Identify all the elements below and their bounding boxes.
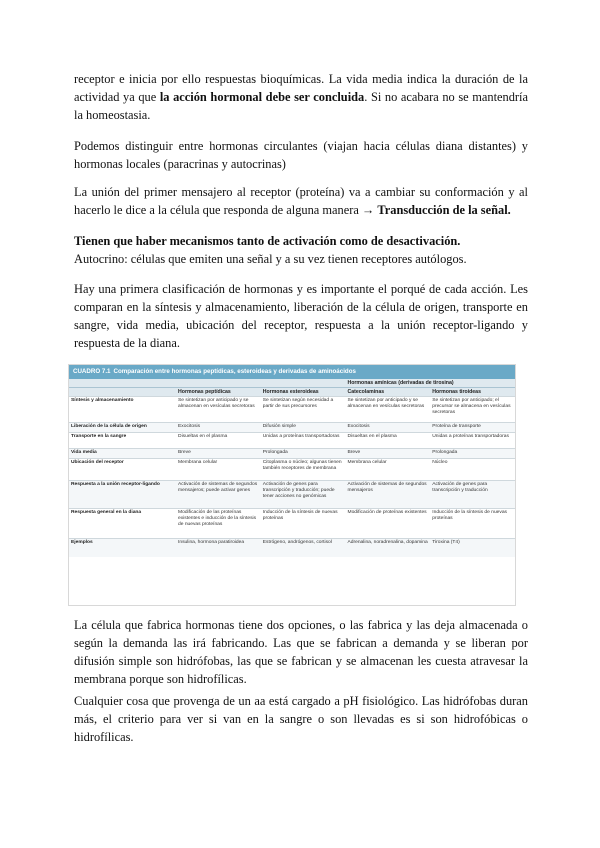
- table-row-label: Ubicación del receptor: [69, 459, 176, 481]
- bold-phrase: la acción hormonal debe ser concluida: [159, 90, 365, 104]
- table-row-label: Síntesis y almacenamiento: [69, 397, 176, 423]
- table-cell: Prolongada: [430, 449, 515, 459]
- table-cell: Citoplasma o núcleo; algunas tienen también receptores de membrana: [261, 459, 346, 481]
- table-row: [69, 539, 515, 557]
- table-cell: Tiroxina (T4): [430, 539, 515, 557]
- paragraph-hormonas-circulantes: Podemos distinguir entre hormonas circulantes (viajan hacia células diana distantes) y hormonas locales (paracrinas y autocrinas): [74, 139, 528, 171]
- table-row: [69, 433, 515, 449]
- table-header: Hormonas tiroideas: [430, 388, 515, 397]
- table-cell: Exocitosis: [176, 423, 261, 433]
- group-header: Hormonas amínicas (derivadas de tirosina): [346, 379, 516, 388]
- paragraph-union-receptor: [74, 183, 528, 219]
- table-cell: Estrógeno, andrógenos, cortisol: [261, 539, 346, 557]
- table-cell: Se sintetizan según necesidad a partir de sus precursores: [261, 397, 346, 423]
- table-row: [69, 459, 515, 481]
- table-cell: Activación de sistemas de segundos mensajeros; puede activar genes: [176, 481, 261, 509]
- table-cell: Activación de genes para transcripción y traducción; puede tener acciones no genómicas: [261, 481, 346, 509]
- table-cell: Prolongada: [261, 449, 346, 459]
- table-cell: Breve: [346, 449, 431, 459]
- table-cell: Activación de sistemas de segundos mensajeros: [346, 481, 431, 509]
- table-cell: Disueltas en el plasma: [176, 433, 261, 449]
- table-row-label: Respuesta general en la diana: [69, 509, 176, 539]
- table-row: [69, 449, 515, 459]
- table-row-label: Transporte en la sangre: [69, 433, 176, 449]
- table-row-label: Ejemplos: [69, 539, 176, 557]
- table-header: Hormonas peptídicas: [176, 388, 261, 397]
- table-header: Catecolaminas: [346, 388, 431, 397]
- comparison-table-figure: [68, 364, 516, 606]
- table-cell: Se sintetizan por anticipado y se almacenan en vesículas secretoras: [346, 397, 431, 423]
- table-group-header-row: [69, 379, 515, 388]
- figure-title-bar: [69, 365, 515, 379]
- table-row: [69, 423, 515, 433]
- paragraph-text: . Si no acabara no se mantendría la homeostasia.: [74, 90, 528, 122]
- table-cell: Se sintetizan por anticipado y se almacenan en vesículas secretoras: [176, 397, 261, 423]
- table-cell: Difusión simple: [261, 423, 346, 433]
- paragraph-text: receptor e inicia por ello respuestas bioquímicas. La vida media indica la duración de la actividad ya que: [74, 72, 528, 104]
- table-cell: Adrenalina, noradrenalina, dopamina: [346, 539, 431, 557]
- table-header: Hormonas esteroideas: [261, 388, 346, 397]
- table-row-label: Liberación de la célula de origen: [69, 423, 176, 433]
- table-cell: Inducción de la síntesis de nuevas proteínas: [430, 509, 515, 539]
- figure-number: CUADRO 7.1: [73, 368, 111, 375]
- bold-phrase: Transducción de la señal.: [377, 203, 511, 217]
- paragraph-text: La unión del primer mensajero al receptor (proteína) va a cambiar su conformación y al hacerlo le dice a la célula que responda de alguna manera →: [74, 185, 528, 217]
- table-cell: Disueltas en el plasma: [346, 433, 431, 449]
- bold-heading: Tienen que haber mecanismos tanto de activación como de desactivación.: [74, 234, 461, 248]
- paragraph-text: Autocrino: células que emiten una señal y a su vez tienen receptores autólogos.: [74, 252, 467, 266]
- table-cell: Modificación de las proteínas existentes e inducción de la síntesis de nuevas proteínas: [176, 509, 261, 539]
- paragraph-aa-cargado: Cualquier cosa que provenga de un aa está cargado a pH fisiológico. Las hidrófobas duran más, el criterio para ver si van en la sangre o son llevadas es si son hidrofóbicas o hidrofílicas.: [74, 694, 528, 744]
- paragraph-celula-fabrica: La célula que fabrica hormonas tiene dos opciones, o las fabrica y las deja almacenada o según la demanda las irá fabricando. Las que se fabrican a demanda y se liberan por difusión simple son hidrófobas, las que se fabrican y se almacenan les cuesta atravesar la membrana porque son hidrofílicas.: [74, 618, 528, 686]
- table-cell: Exocitosis: [346, 423, 431, 433]
- table-cell: Modificación de proteínas existentes: [346, 509, 431, 539]
- table-cell: Núcleo: [430, 459, 515, 481]
- table-cell: Breve: [176, 449, 261, 459]
- comparison-table: [69, 379, 515, 557]
- table-row: [69, 509, 515, 539]
- table-cell: Unidas a proteínas transportadoras: [430, 433, 515, 449]
- table-cell: Activación de genes para transcripción y traducción: [430, 481, 515, 509]
- table-cell: Unidas a proteínas transportadoras: [261, 433, 346, 449]
- paragraph-mecanismos: [74, 232, 528, 268]
- paragraph-vida-media: [74, 70, 528, 124]
- paragraph-clasificacion: Hay una primera clasificación de hormonas y es importante el porqué de cada acción. Les comparan en la síntesis y almacenamiento, liberación de la célula de origen, transporte en sangre, vida media, ubicación del receptor, respuesta a la unión receptor-ligando y respuesta de la diana.: [74, 282, 528, 350]
- table-row-label: Respuesta a la unión receptor-ligando: [69, 481, 176, 509]
- figure-title: Comparación entre hormonas peptídicas, esteroideas y derivadas de aminoácidos: [113, 368, 356, 375]
- table-row: [69, 481, 515, 509]
- table-header: [69, 388, 176, 397]
- table-cell: Insulina, hormona paratiroidea: [176, 539, 261, 557]
- table-cell: Membrana celular: [176, 459, 261, 481]
- table-cell: Proteína de transporte: [430, 423, 515, 433]
- table-cell: Membrana celular: [346, 459, 431, 481]
- table-row-label: Vida media: [69, 449, 176, 459]
- table-row: [69, 397, 515, 423]
- table-cell: Se sintetizan por anticipado; el precursor se almacena en vesículas secretoras: [430, 397, 515, 423]
- table-cell: Inducción de la síntesis de nuevas proteínas: [261, 509, 346, 539]
- table-header-row: [69, 388, 515, 397]
